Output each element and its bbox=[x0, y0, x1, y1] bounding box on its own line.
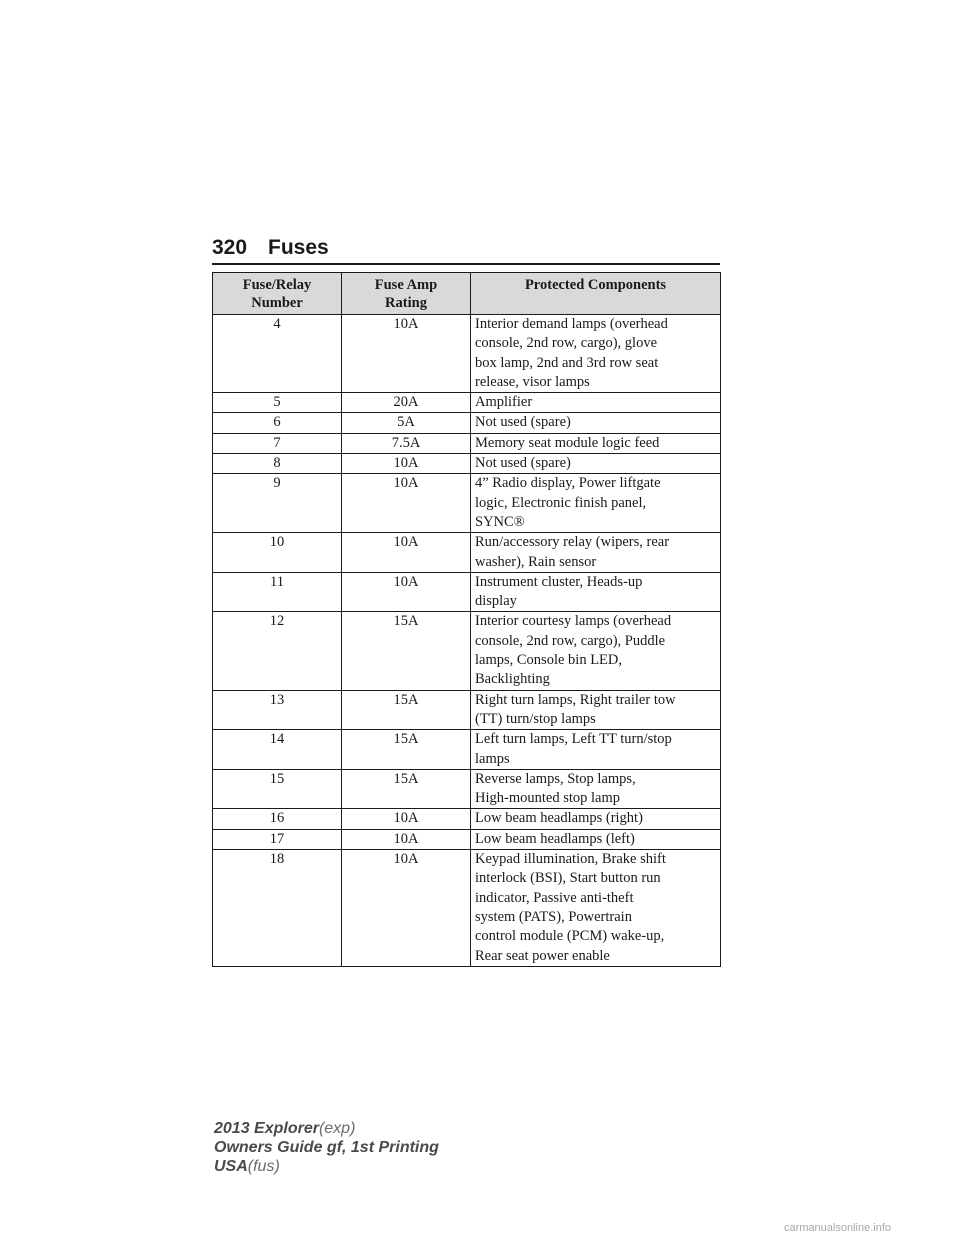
footer-market: USA bbox=[214, 1158, 248, 1175]
component-line: logic, Electronic finish panel, bbox=[475, 494, 647, 511]
fuse-number-cell: 10 bbox=[213, 533, 342, 573]
component-line: control module (PCM) wake-up, bbox=[475, 928, 665, 945]
component-line: Low beam headlamps (right) bbox=[475, 810, 643, 827]
table-row bbox=[213, 612, 721, 690]
protected-components-cell bbox=[471, 572, 721, 612]
page-header bbox=[212, 236, 720, 260]
component-line: Right turn lamps, Right trailer tow bbox=[475, 691, 676, 708]
footer-line-1 bbox=[214, 1119, 439, 1138]
table-row bbox=[213, 769, 721, 809]
footer-imprint bbox=[214, 1119, 439, 1176]
table-row bbox=[213, 572, 721, 612]
fuse-rating-cell: 20A bbox=[342, 393, 471, 413]
protected-components-cell bbox=[471, 690, 721, 730]
section-title: Fuses bbox=[268, 236, 329, 259]
protected-components-cell bbox=[471, 433, 721, 453]
fuse-rating-cell: 10A bbox=[342, 572, 471, 612]
component-line: console, 2nd row, cargo), Puddle bbox=[475, 632, 666, 649]
fuse-number-cell: 14 bbox=[213, 730, 342, 770]
component-line: box lamp, 2nd and 3rd row seat bbox=[475, 354, 659, 371]
fuse-number-cell: 6 bbox=[213, 413, 342, 433]
column-header-line: Fuse/Relay bbox=[242, 277, 312, 293]
column-header-line: Number bbox=[251, 295, 303, 311]
column-header-fuse-relay-number bbox=[213, 273, 342, 315]
fuse-rating-cell: 15A bbox=[342, 612, 471, 690]
component-line: console, 2nd row, cargo), glove bbox=[475, 335, 658, 352]
table-row bbox=[213, 315, 721, 393]
component-line: (TT) turn/stop lamps bbox=[475, 710, 596, 727]
fuse-rating-cell: 15A bbox=[342, 730, 471, 770]
table-row bbox=[213, 850, 721, 967]
fuse-number-cell: 7 bbox=[213, 433, 342, 453]
fuse-number-cell: 18 bbox=[213, 850, 342, 967]
component-line: Keypad illumination, Brake shift bbox=[475, 851, 666, 868]
table-row bbox=[213, 730, 721, 770]
table-row bbox=[213, 433, 721, 453]
protected-components-cell bbox=[471, 413, 721, 433]
header-rule bbox=[212, 263, 720, 265]
component-line: washer), Rain sensor bbox=[475, 553, 597, 570]
component-line: display bbox=[475, 593, 517, 610]
footer-printing: Owners Guide gf, 1st Printing bbox=[214, 1139, 439, 1156]
fuse-number-cell: 13 bbox=[213, 690, 342, 730]
column-header-line: Rating bbox=[385, 295, 427, 311]
protected-components-cell bbox=[471, 393, 721, 413]
fuse-table bbox=[212, 272, 721, 967]
watermark-text: carmanualsonline.info bbox=[784, 1222, 892, 1234]
fuse-rating-cell: 10A bbox=[342, 809, 471, 829]
protected-components-cell bbox=[471, 612, 721, 690]
component-line: Rear seat power enable bbox=[475, 947, 610, 964]
fuse-rating-cell: 10A bbox=[342, 454, 471, 474]
fuse-rating-cell: 5A bbox=[342, 413, 471, 433]
component-line: Not used (spare) bbox=[475, 414, 571, 431]
page-number: 320 bbox=[212, 236, 248, 259]
component-line: release, visor lamps bbox=[475, 373, 590, 390]
fuse-number-cell: 9 bbox=[213, 474, 342, 533]
component-line: Not used (spare) bbox=[475, 455, 571, 472]
fuse-rating-cell: 7.5A bbox=[342, 433, 471, 453]
fuse-number-cell: 8 bbox=[213, 454, 342, 474]
component-line: lamps bbox=[475, 750, 510, 767]
footer-model-code: (exp) bbox=[318, 1120, 356, 1137]
column-header-line: Protected Components bbox=[524, 277, 667, 293]
table-row bbox=[213, 474, 721, 533]
table-row bbox=[213, 690, 721, 730]
fuse-rating-cell: 10A bbox=[342, 474, 471, 533]
fuse-rating-cell: 10A bbox=[342, 533, 471, 573]
fuse-rating-cell: 10A bbox=[342, 829, 471, 849]
protected-components-cell bbox=[471, 533, 721, 573]
component-line: 4” Radio display, Power liftgate bbox=[475, 475, 661, 492]
protected-components-cell bbox=[471, 850, 721, 967]
fuse-number-cell: 5 bbox=[213, 393, 342, 413]
column-header-protected-components bbox=[471, 273, 721, 315]
table-row bbox=[213, 413, 721, 433]
footer-line-2 bbox=[214, 1138, 439, 1157]
table-row bbox=[213, 393, 721, 413]
table-row bbox=[213, 809, 721, 829]
component-line: Backlighting bbox=[475, 671, 550, 688]
fuse-number-cell: 17 bbox=[213, 829, 342, 849]
table-row bbox=[213, 454, 721, 474]
table-header-row bbox=[213, 273, 721, 315]
component-line: Low beam headlamps (left) bbox=[475, 830, 635, 847]
fuse-number-cell: 16 bbox=[213, 809, 342, 829]
component-line: Run/accessory relay (wipers, rear bbox=[475, 534, 670, 551]
component-line: Interior demand lamps (overhead bbox=[475, 316, 668, 332]
protected-components-cell bbox=[471, 474, 721, 533]
fuse-rating-cell: 15A bbox=[342, 769, 471, 809]
fuse-rating-cell: 10A bbox=[342, 315, 471, 393]
protected-components-cell bbox=[471, 454, 721, 474]
footer-market-code: (fus) bbox=[247, 1158, 280, 1175]
protected-components-cell bbox=[471, 769, 721, 809]
fuse-rating-cell: 15A bbox=[342, 690, 471, 730]
fuse-rating-cell: 10A bbox=[342, 850, 471, 967]
component-line: indicator, Passive anti-theft bbox=[475, 889, 634, 906]
component-line: SYNC® bbox=[475, 513, 525, 530]
component-line: lamps, Console bin LED, bbox=[475, 652, 623, 669]
protected-components-cell bbox=[471, 829, 721, 849]
component-line: Instrument cluster, Heads-up bbox=[475, 573, 643, 590]
table-body bbox=[213, 315, 721, 967]
fuse-number-cell: 12 bbox=[213, 612, 342, 690]
protected-components-cell bbox=[471, 730, 721, 770]
component-line: Memory seat module logic feed bbox=[475, 434, 660, 451]
protected-components-cell bbox=[471, 315, 721, 393]
protected-components-cell bbox=[471, 809, 721, 829]
component-line: Reverse lamps, Stop lamps, bbox=[475, 770, 636, 787]
component-line: interlock (BSI), Start button run bbox=[475, 870, 661, 887]
component-line: Amplifier bbox=[475, 394, 533, 411]
footer-model: 2013 Explorer bbox=[214, 1120, 319, 1137]
footer-line-3 bbox=[214, 1157, 439, 1176]
fuse-number-cell: 11 bbox=[213, 572, 342, 612]
component-line: system (PATS), Powertrain bbox=[475, 908, 632, 925]
component-line: High-mounted stop lamp bbox=[475, 790, 620, 807]
component-line: Left turn lamps, Left TT turn/stop bbox=[475, 731, 672, 748]
fuse-number-cell: 15 bbox=[213, 769, 342, 809]
fuse-number-cell: 4 bbox=[213, 315, 342, 393]
table-row bbox=[213, 533, 721, 573]
component-line: Interior courtesy lamps (overhead bbox=[475, 613, 672, 630]
table-row bbox=[213, 829, 721, 849]
column-header-fuse-amp-rating bbox=[342, 273, 471, 315]
column-header-line: Fuse Amp bbox=[374, 277, 438, 293]
